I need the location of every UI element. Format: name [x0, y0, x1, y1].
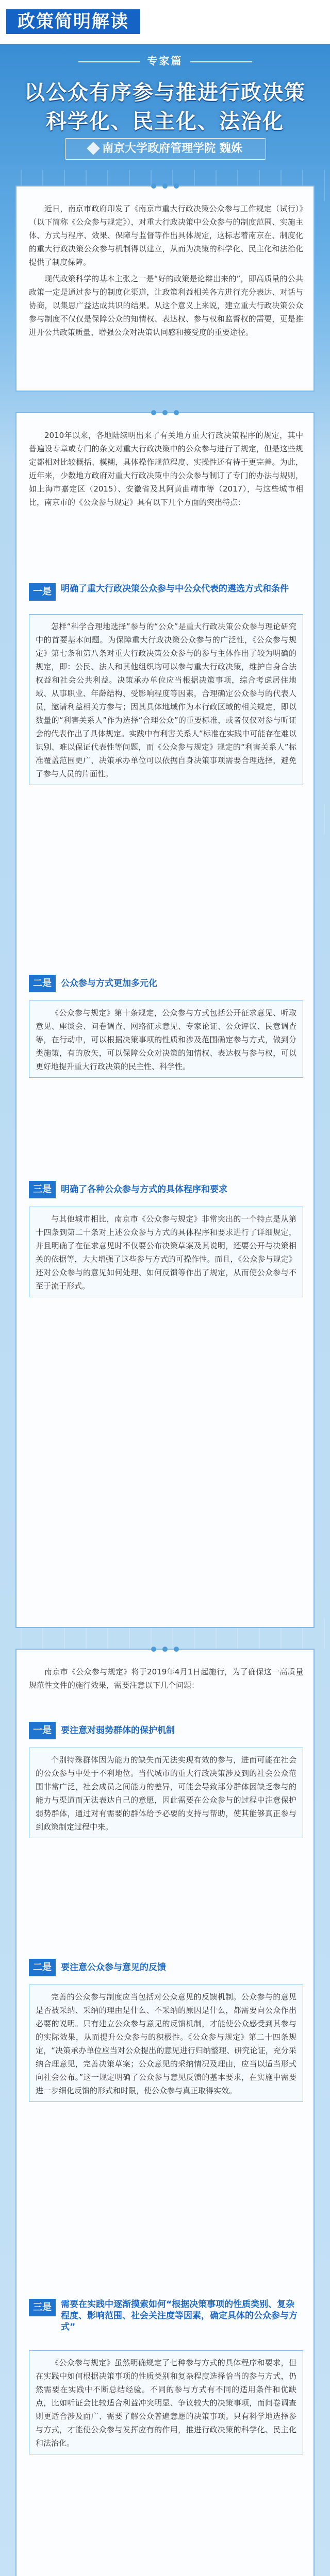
- intro-card: [15, 185, 315, 392]
- section-number: 三是: [29, 1181, 56, 1198]
- paragraph: 与其他城市相比，南京市《公众参与规定》非常突出的一个特点是从第十四条到第二十条对上述公众参与方式的具体程序和要求进行了详细规定，并且明确了在征求意见时不仅要公布决策草案及其说明，还要公开与决策相关的依据等，大大增强了这些参与方式的可操作性。而且，《公众参与规定》还对公众参与的意见如何处理、如何反馈等作出了规定，从而使公众参与不至于流于形式。: [36, 1214, 296, 1291]
- section-title: 要注意公众参与意见的反馈: [61, 1962, 166, 1973]
- section-title: 公众参与方式更加多元化: [61, 978, 157, 989]
- paragraph: 完善的公众参与制度应当包括对公众意见的反馈机制。公众参与的意见是否被采纳、采纳的理由是什么、不采纳的原因是什么，都需要向公众作出必要的说明。只有建立公众参与意见的反馈机制，才能使公众感受到其参与的实际效果，从而提升公众参与的积极性。《公众参与规定》第二十四条规定，“决策承办单位应当对公众提出的意见进行归纳整理、研究论证，充分采纳合理意见，完善决策草案；公众意见的采纳情况及理由，应当以适当形式向社会公布。”这一规定明确了公众参与意见反馈的基本要求，在实施中需要进一步细化反馈的形式和时限，使公众参与真正取得实效。: [36, 1992, 296, 2095]
- section-heading: [29, 1959, 297, 1976]
- sub-heading-text: 专家篇: [147, 55, 183, 67]
- top-bar: [0, 0, 330, 44]
- category-tag: 政策简明解读: [6, 9, 140, 34]
- paragraph: 近日，南京市政府印发了《南京市重大行政决策公众参与工作规定（试行）》（以下简称《公众参与规定》），对重大行政决策中公众参与的制度范围、实施主体、方式与程序、效果、保障与监督等作出具体规定，这标志着南京在、制度化的重大行政决策公众参与机制得以建立，从而为决策的科学化、民主化和法治化提供了制度保障。: [29, 204, 303, 267]
- section-heading: [29, 2299, 297, 2340]
- features-card: [15, 412, 315, 1628]
- card-dots: [16, 181, 314, 192]
- section-heading: [29, 975, 297, 992]
- section-title: 明确了各种公众参与方式的具体程序和要求: [61, 1184, 227, 1195]
- section-body: [29, 1207, 303, 1297]
- author-bar: [65, 138, 266, 160]
- paragraph: 怎样“科学合理地选择”参与的“公众”是重大行政决策公众参与理论研究中的首要基本问题。为保障重大行政决策公众参与的广泛性，《公众参与规定》第七条和第八条对重大行政决策公众参与的参与主体作出了较为明确的规定，即：公民、法人和其他组织均可以参与重大行政决策，维护自身合法权益和社会公共利益。决策承办单位应当根据决策事项，综合考虑居住地域、从事职业、年龄结构、受影响程度等因素，合理确定公众参与的代表人员，邀请利益相关方参与；因其具体地域作为本行政区域的相关规定，即以数量的“利害关系人”作为选择“合理公众”的重要标准，或者仅仅对参与听证会的代表作出了具体规定。实践中有利害关系人”标准在实践中可能存在难以识别、难以保证代表性等问题，而《公众参与规定》规定的“利害关系人”标准覆盖范围更广，决策承办单位可以依据自身决策事项需要合理选择，避免了参与人员的片面性。: [36, 622, 296, 778]
- section-number: 二是: [29, 975, 56, 992]
- divider-line: [190, 61, 252, 62]
- card-dots: [16, 408, 314, 418]
- divider-line: [78, 61, 140, 62]
- cube-icon: [87, 142, 100, 155]
- sub-heading: [0, 53, 330, 67]
- paragraph: 南京市《公众参与规定》将于2019年4月1日起施行，为了确保这一高质量规范性文件的施行效果，需要注意以下几个问题：: [29, 1667, 303, 1690]
- section-heading: [29, 1722, 297, 1739]
- section-number: 一是: [29, 1722, 56, 1739]
- section-number: 三是: [29, 2299, 56, 2316]
- section-title: 需要在实践中逐渐摸索如何“根据决策事项的性质类别、复杂程度、影响范围、社会关注度等因素，确定具体的公众参与方式”: [61, 2299, 298, 2332]
- section-title: 明确了重大行政决策公众参与中公众代表的遴选方式和条件: [61, 584, 289, 594]
- paragraph: 个别特殊群体因为能力的缺失而无法实现有效的参与，进而可能在社会的公众参与中处于不利地位。当代城市的重大行政决策涉及到的社会公众范围非常广泛，社会成员之间能力的差异，可能会导致部分群体因缺乏参与的能力与渠道而无法表达自己的意愿，因此需要在公众参与的过程中注意保护弱势群体，通过对有需要的群体给予必要的支持与帮助，使其能够真正参与到政策制定过程中来。: [36, 1755, 296, 1832]
- section-number: 一是: [29, 583, 56, 601]
- section-body: [29, 1001, 303, 1078]
- section-body: [29, 1748, 303, 1838]
- paragraph: 《公众参与规定》第十条规定，公众参与方式包括公开征求意见、听取意见、座谈会、问卷调查、网络征求意见、专家论证、公众评议、民意调查等，在行动中，可以根据决策事项的性质和涉及范围确定参与方式，做到分类施策，有的放矢，可以保障公众对决策的知情权、表达权与参与权，可以更好地提升重大行政决策的民主性、科学性。: [36, 1008, 296, 1071]
- paragraph: 《公众参与规定》虽然明确规定了七种参与方式的具体程序和要求，但在实践中如何根据决策事项的性质类别和复杂程度选择恰当的参与方式，仍然需要在实践中不断总结经验。不同的参与方式有不同的适用条件和优缺点，比如听证会比较适合利益冲突明显、争议较大的决策事项，而问卷调查则更适合涉及面广、需要了解公众普遍意愿的决策事项。只有科学地选择参与方式，才能使公众参与发挥应有的作用，推进行政决策的科学化、民主化和法治化。: [36, 2358, 296, 2448]
- paragraph: 现代政策科学的基本主张之一是“好的政策是论辩出来的”，即高质量的公共政策一定是通过参与的制度化渠道，让政策利益相关各方进行充分表达、对话与协商，以集思广益达成共识的结果。从这个意义上来说，建立重大行政决策公众参与制度不仅仅是保障公众的知情权、表达权、参与权和监督权的需要，更是推进开公共政策质量、增强公众对决策认同感和接受度的重要途径。: [29, 274, 303, 337]
- section-heading: [29, 1181, 297, 1198]
- paragraph: 2010年以来，各地陆续明出来了有关地方重大行政决策程序的规定，其中普遍设专章或专门的条文对重大行政决策中的公众参与进行了规定，但是这些规定都相对比较概括、模糊，具体操作规范程度、实操性还有待于更完善。为此，近年来，少数地方政府对重大行政决策中的公众参与制订了专门的办法与规则，如上海市嘉定区（2015）、安徽省及其阿黄曲靖市等（2017），与这些城市相比，南京市的《公众参与规定》具有以下几个方面的突出特点：: [29, 431, 303, 507]
- title-line-1: 以公众有序参与推进行政决策: [24, 81, 306, 105]
- suggestions-card: [15, 1649, 315, 2576]
- section-body: [29, 2350, 303, 2454]
- author-name: 南京大学政府管理学院 魏姝: [102, 142, 242, 155]
- title-line-2: 科学化、民主化、法治化: [46, 110, 284, 133]
- section-body: [29, 1985, 303, 2102]
- section-heading: [29, 583, 297, 601]
- section-body: [29, 614, 303, 785]
- card-dots: [16, 1645, 314, 1655]
- section-title: 要注意对弱势群体的保护机制: [61, 1725, 175, 1736]
- section-number: 二是: [29, 1959, 56, 1976]
